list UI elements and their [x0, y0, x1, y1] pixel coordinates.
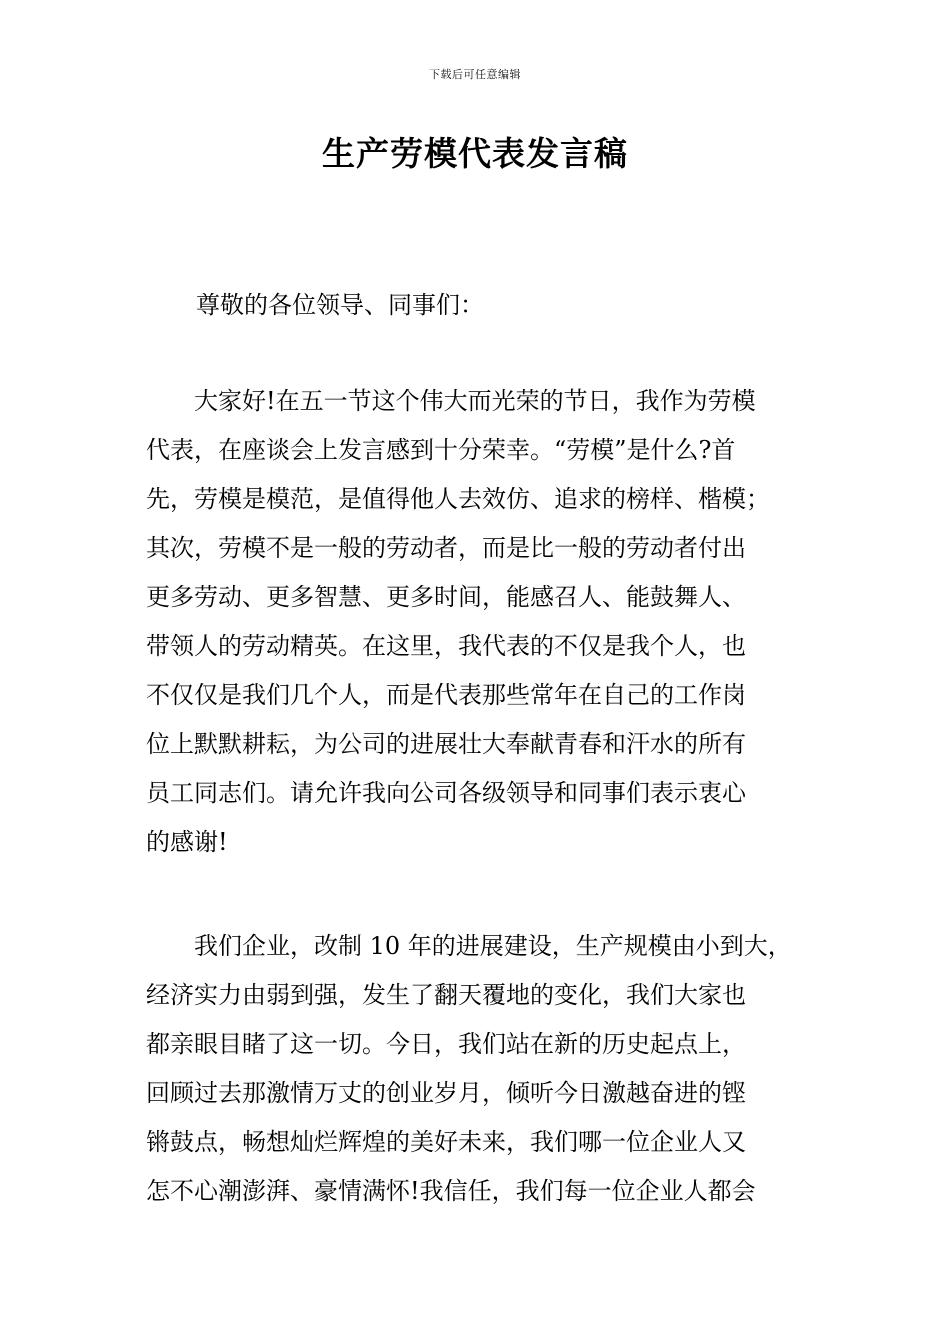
paragraph-line: 代表，在座谈会上发言感到十分荣幸。“劳模”是什么?首	[146, 436, 736, 464]
paragraph-1	[146, 377, 830, 867]
paragraph-line: 都亲眼目睹了这一切。今日，我们站在新的历史起点上，	[146, 1030, 746, 1058]
paragraph-line: 其次，劳模不是一般的劳动者，而是比一般的劳动者付出	[146, 534, 746, 562]
paragraph-line: 大家好!在五一节这个伟大而光荣的节日，我作为劳模	[146, 387, 756, 415]
paragraph-line: 回顾过去那激情万丈的创业岁月，倾听今日激越奋进的铿	[146, 1079, 746, 1107]
paragraph-line: 经济实力由弱到强，发生了翻天覆地的变化，我们大家也	[146, 981, 746, 1009]
paragraph-line: 更多劳动、更多智慧、更多时间，能感召人、能鼓舞人、	[146, 583, 746, 611]
paragraph-line: 位上默默耕耘，为公司的进展壮大奉献青春和汗水的所有	[146, 730, 746, 758]
paragraph-line: 怎不心潮澎湃、豪情满怀!我信任，我们每一位企业人都会	[146, 1177, 756, 1205]
paragraph-line: 先，劳模是模范，是值得他人去效仿、追求的榜样、楷模；	[146, 485, 770, 513]
paragraph-line: 不仅仅是我们几个人，而是代表那些常年在自己的工作岗	[146, 681, 746, 709]
paragraph-line: 我们企业，改制 10 年的进展建设，生产规模由小到大，	[146, 932, 792, 960]
paragraph-line: 员工同志们。请允许我向公司各级领导和同事们表示衷心	[146, 779, 746, 807]
greeting-line: 尊敬的各位领导、同事们：	[196, 291, 484, 319]
paragraph-line: 的感谢!	[146, 828, 228, 856]
header-note: 下载后可任意编辑	[429, 68, 521, 81]
paragraph-line: 带领人的劳动精英。在这里，我代表的不仅是我个人，也	[146, 632, 746, 660]
document-title: 生产劳模代表发言稿	[322, 134, 628, 173]
paragraph-2	[146, 922, 830, 1216]
paragraph-line: 锵鼓点，畅想灿烂辉煌的美好未来，我们哪一位企业人又	[146, 1128, 746, 1156]
